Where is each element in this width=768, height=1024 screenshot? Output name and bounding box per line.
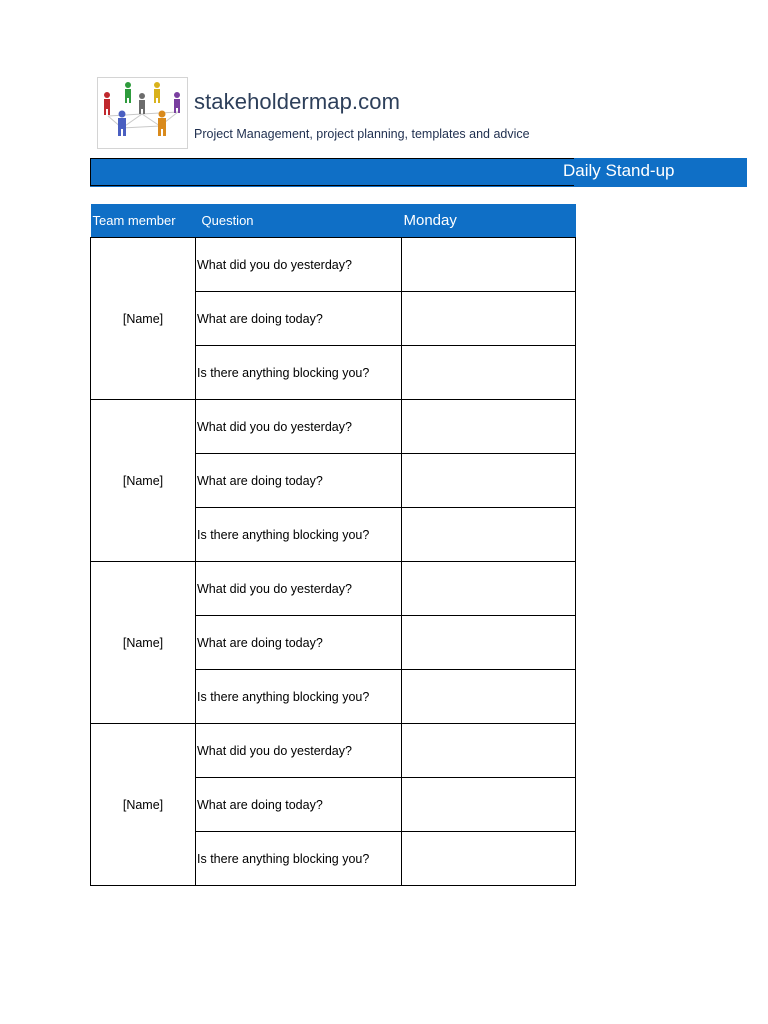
table-header-row [91,204,576,238]
member-name-cell[interactable]: [Name] [91,400,196,562]
table-row [91,400,576,454]
answer-cell[interactable] [402,724,576,778]
title-banner [90,158,747,187]
standup-table [90,204,576,886]
header-question: Question [196,204,402,238]
header-team-member: Team member [91,204,196,238]
member-name-cell[interactable]: [Name] [91,724,196,886]
question-cell: What are doing today? [196,616,402,670]
table-row [91,238,576,292]
member-name-cell[interactable]: [Name] [91,238,196,400]
table-row [91,724,576,778]
stakeholder-network-icon [98,78,187,148]
answer-cell[interactable] [402,508,576,562]
stakeholder-logo [97,77,188,149]
answer-cell[interactable] [402,562,576,616]
answer-cell[interactable] [402,616,576,670]
header-monday: Monday [402,204,576,238]
answer-cell[interactable] [402,454,576,508]
question-cell: What are doing today? [196,292,402,346]
answer-cell[interactable] [402,400,576,454]
question-cell: What did you do yesterday? [196,238,402,292]
question-cell: What are doing today? [196,454,402,508]
answer-cell[interactable] [402,346,576,400]
question-cell: What did you do yesterday? [196,724,402,778]
member-name-cell[interactable]: [Name] [91,562,196,724]
banner-title: Daily Stand-up [563,161,675,180]
answer-cell[interactable] [402,670,576,724]
question-cell: What are doing today? [196,778,402,832]
site-title: stakeholdermap.com [194,89,401,114]
question-cell: What did you do yesterday? [196,562,402,616]
question-cell: Is there anything blocking you? [196,670,402,724]
question-cell: Is there anything blocking you? [196,832,402,886]
answer-cell[interactable] [402,292,576,346]
site-tagline: Project Management, project planning, templates and advice [194,127,530,141]
answer-cell[interactable] [402,238,576,292]
question-cell: What did you do yesterday? [196,400,402,454]
question-cell: Is there anything blocking you? [196,346,402,400]
question-cell: Is there anything blocking you? [196,508,402,562]
table-row [91,562,576,616]
answer-cell[interactable] [402,832,576,886]
answer-cell[interactable] [402,778,576,832]
